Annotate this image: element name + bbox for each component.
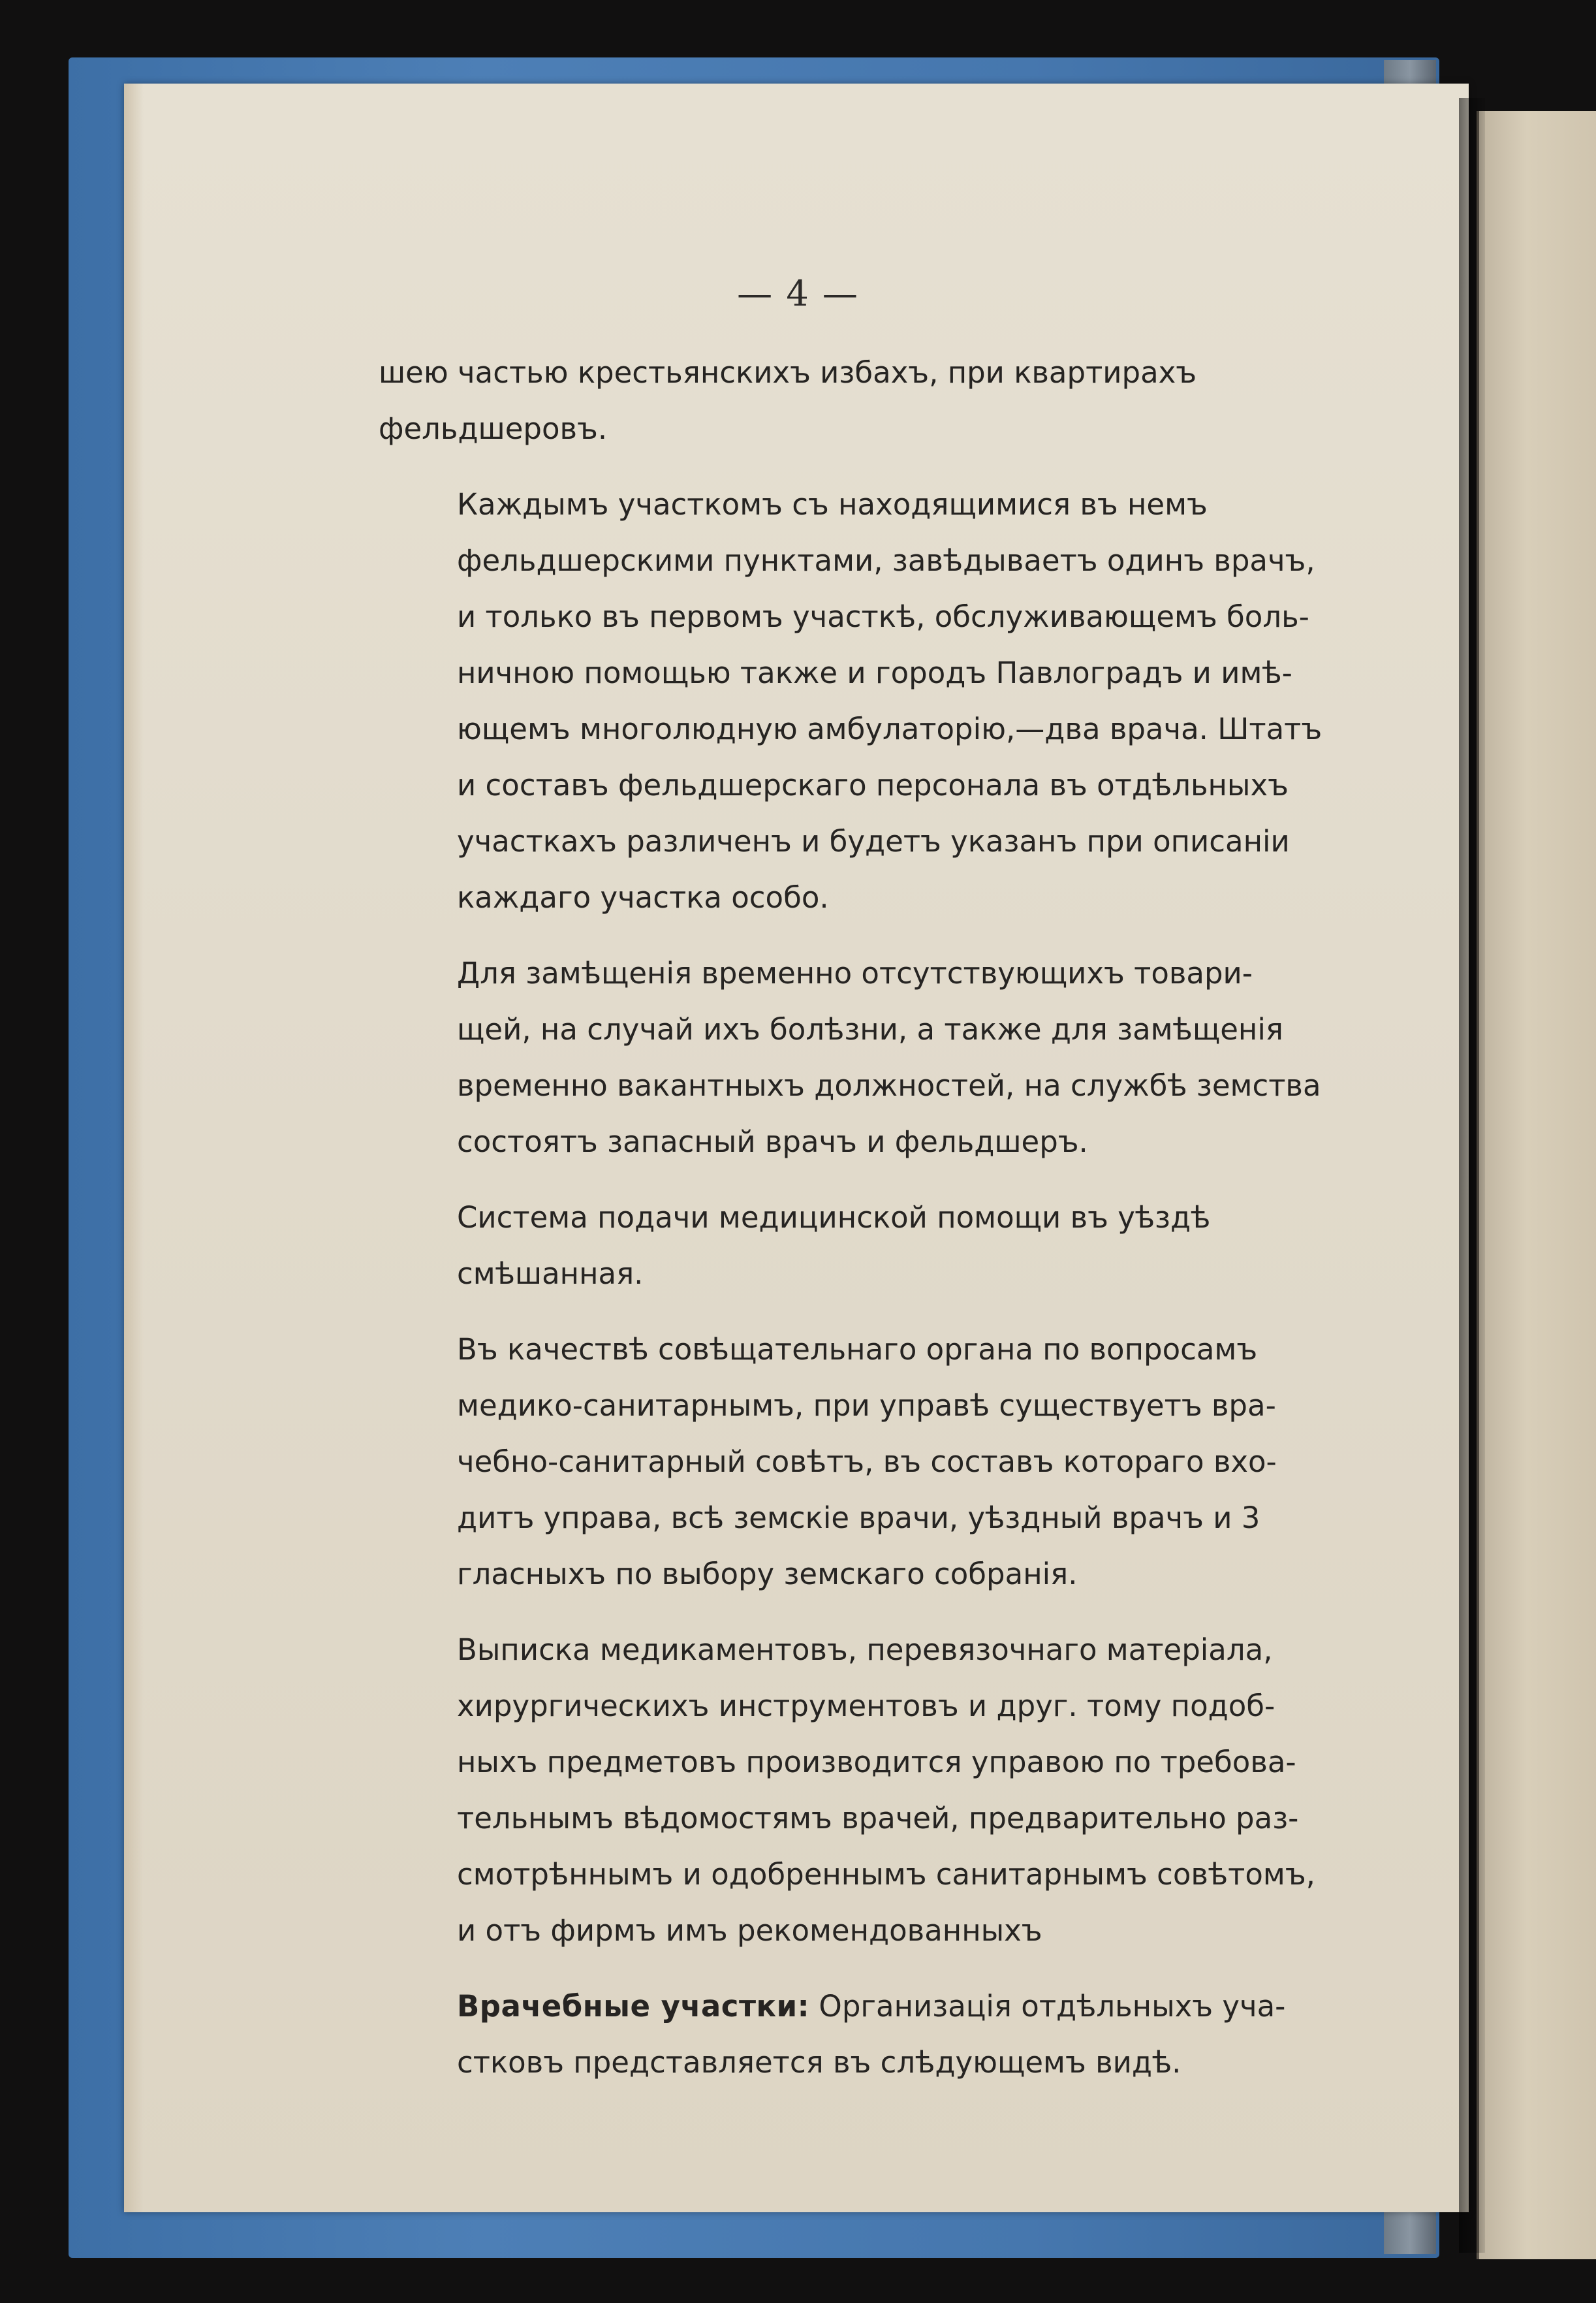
- text-line: участкахъ различенъ и будетъ указанъ при описанiи: [457, 824, 1290, 859]
- text-line: смѣшанная.: [457, 1256, 644, 1291]
- paragraph-1: [379, 345, 1299, 457]
- page-gutter-shadow: [1459, 98, 1485, 2253]
- text-line: щей, на случай ихъ болѣзни, а также для замѣщенія: [457, 1012, 1283, 1047]
- text-line: дитъ управа, всѣ земскiе врачи, уѣздный врачъ и 3: [457, 1501, 1260, 1535]
- text-line: Каждымъ участкомъ съ находящимися въ немъ: [457, 487, 1208, 522]
- text-line: Система подачи медицинской помощи въ уѣздѣ: [457, 1200, 1211, 1235]
- paragraph-6: [379, 1622, 1315, 1959]
- text-line: гласныхъ по выбору земскаго собранія.: [457, 1557, 1078, 1591]
- body-text: [379, 345, 1322, 2110]
- text-line: фельдшеровъ.: [379, 411, 608, 446]
- text-line: стковъ представляется въ слѣдующемъ видѣ.: [457, 2045, 1181, 2080]
- text-line: смотрѣннымъ и одобреннымъ санитарнымъ совѣтомъ,: [457, 1857, 1315, 1892]
- text-line: и составъ фельдшерскаго персонала въ отдѣльныхъ: [457, 768, 1289, 802]
- text-line: фельдшерскими пунктами, завѣдываетъ одинъ врачъ,: [457, 543, 1315, 578]
- text-line: каждаго участка особо.: [457, 880, 829, 915]
- paragraph-4: [379, 1190, 1299, 1302]
- text-line: ющемъ многолюдную амбулаторію,—два врача. Штатъ: [457, 712, 1322, 746]
- text-line: ничною помощью также и городъ Павлоградъ и имѣ-: [457, 656, 1292, 690]
- text-line: Выписка медикаментовъ, перевязочнаго матеріала,: [457, 1632, 1273, 1667]
- text-line: и отъ фирмъ имъ рекомендованныхъ: [457, 1913, 1042, 1948]
- next-page-edge: [1477, 111, 1596, 2259]
- text-line: [379, 1978, 1299, 2035]
- text-line: медико-санитарнымъ, при управѣ существуетъ вра-: [457, 1388, 1276, 1423]
- text-line: Для замѣщенія временно отсутствующихъ товари-: [457, 956, 1253, 991]
- text-line: Въ качествѣ совѣщательнаго органа по вопросамъ: [457, 1332, 1258, 1367]
- page-left-edge: [124, 84, 144, 2212]
- page-number: — 4 —: [737, 273, 859, 314]
- text-line: шею частью крестьянскихъ избахъ, при квартирахъ: [379, 355, 1197, 390]
- text-line: хирургическихъ инструментовъ и друг. тому подоб-: [457, 1689, 1275, 1723]
- text-fragment: Организація отдѣльныхъ уча-: [809, 1989, 1286, 2024]
- paragraph-7: [379, 1978, 1299, 2091]
- text-line: временно вакантныхъ должностей, на службѣ земства: [457, 1068, 1321, 1103]
- text-line: состоятъ запасный врачъ и фельдшеръ.: [457, 1124, 1088, 1159]
- text-line: и только въ первомъ участкѣ, обслуживающемъ боль-: [457, 599, 1309, 634]
- section-lead: Врачебные участки:: [457, 1989, 810, 2024]
- paragraph-2: [379, 477, 1322, 926]
- paragraph-3: [379, 945, 1321, 1170]
- paragraph-5: [379, 1322, 1299, 1602]
- text-line: тельнымъ вѣдомостямъ врачей, предварительно раз-: [457, 1801, 1299, 1835]
- text-line: ныхъ предметовъ производится управою по требова-: [457, 1745, 1296, 1779]
- text-line: чебно-санитарный совѣтъ, въ составъ котораго вхо-: [457, 1444, 1277, 1479]
